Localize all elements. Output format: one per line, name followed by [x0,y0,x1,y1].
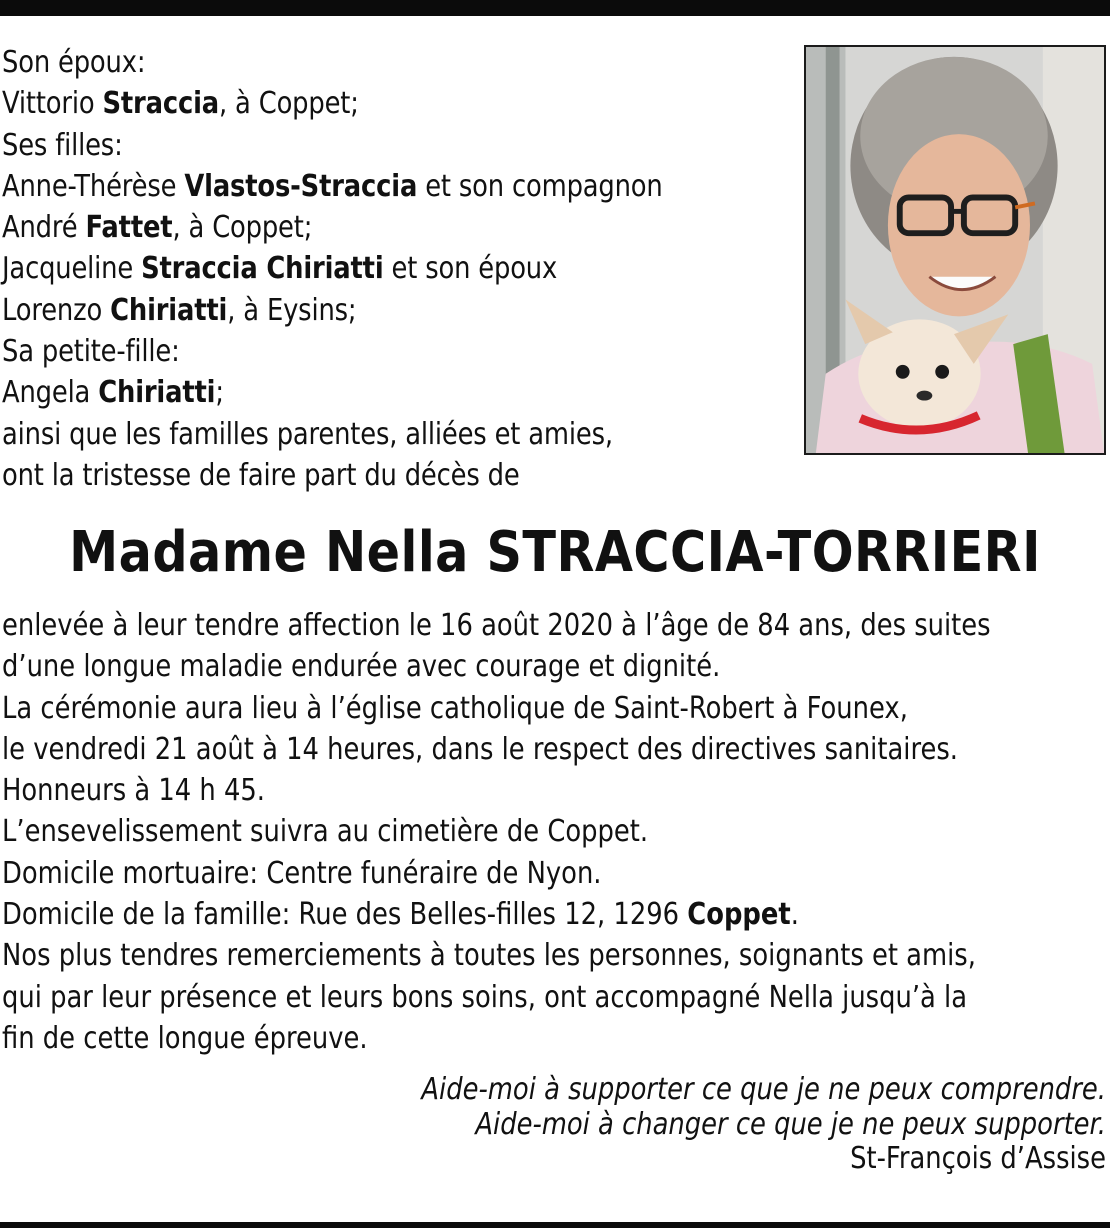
body-line [2,1018,953,1059]
body-line [2,977,968,1018]
quote-line-2: Aide-moi à changer ce que je ne peux supporter. [475,1106,1106,1142]
body-line [2,770,953,811]
body-line [2,646,953,687]
text-segment: Ses filles: [2,127,123,163]
surname: Fattet [85,210,173,246]
family-line [2,290,681,331]
family-line [2,166,681,207]
text-segment: La cérémonie aura lieu à l’église catholique de Saint-Robert à Founex, [2,690,908,726]
body-line [2,853,953,894]
text-segment: enlevée à leur tendre affection le 16 août 2020 à l’âge de 84 ans, des suites [2,608,991,643]
family-line [2,331,681,372]
text-segment: le vendredi 21 août à 14 heures, dans le respect des directives sanitaires. [2,731,959,767]
text-segment: Jacqueline [2,251,142,287]
text-segment: . [790,897,799,933]
closing-quote [206,1073,1106,1177]
top-rule [0,0,1110,16]
family-line [2,455,681,496]
body-line [2,688,953,729]
family-line [2,125,681,166]
body-line [2,894,953,935]
text-segment: ; [215,375,224,411]
text-segment: André [2,210,86,246]
text-segment: Domicile de la famille: Rue des Belles-filles 12, 1296 [2,897,688,933]
family-line [2,207,681,248]
portrait-image [806,47,1104,453]
bottom-rule [0,1222,1110,1228]
body-line [2,729,959,770]
family-line [2,42,681,83]
family-announcement [2,42,792,496]
body-line [2,605,991,646]
text-segment: ont la tristesse de faire part du décès de [2,457,520,493]
announcement-body [2,605,1108,1059]
quote-line-1: Aide-moi à supporter ce que je ne peux comprendre. [421,1072,1107,1107]
text-segment: Sa petite-fille: [2,334,180,370]
text-segment: Vittorio [2,86,103,122]
family-line [2,372,681,413]
surname: Straccia [102,86,220,122]
family-line [2,414,681,455]
portrait-photo [804,45,1106,455]
text-segment: Nos plus tendres remerciements à toutes les personnes, soignants et amis, [2,938,976,974]
text-segment: Lorenzo [2,292,111,328]
surname: Vlastos-Straccia [184,168,418,204]
text-segment: qui par leur présence et leurs bons soins, ont accompagné Nella jusqu’à la [2,979,968,1015]
body-line [2,935,976,976]
text-segment: L’ensevelissement suivra au cimetière de Coppet. [2,814,649,850]
text-segment: ainsi que les familles parentes, alliées et amies, [2,416,613,452]
text-segment: Honneurs à 14 h 45. [2,773,265,809]
family-line [2,248,681,289]
text-segment: d’une longue maladie endurée avec courage et dignité. [2,649,721,685]
text-segment: , à Coppet; [219,86,359,122]
surname: Coppet [687,897,791,933]
text-segment: Son époux: [2,45,146,80]
deceased-name: Madame Nella STRACCIA-TORRIERI [69,520,1041,585]
text-segment: et son compagnon [417,168,663,204]
body-line [2,811,953,852]
text-segment: Domicile mortuaire: Centre funéraire de Nyon. [2,855,602,891]
surname: Chiriatti [110,292,228,328]
text-segment: Anne-Thérèse [2,168,185,204]
surname: Chiriatti [98,375,216,411]
text-segment: , à Coppet; [172,210,313,246]
text-segment: fin de cette longue épreuve. [2,1020,368,1056]
text-segment: et son époux [383,251,558,287]
surname: Straccia Chiriatti [141,251,384,287]
quote-author: St-François d’Assise [850,1141,1106,1176]
family-line [2,83,681,124]
text-segment: Angela [2,375,99,411]
text-segment: , à Eysins; [227,292,357,328]
